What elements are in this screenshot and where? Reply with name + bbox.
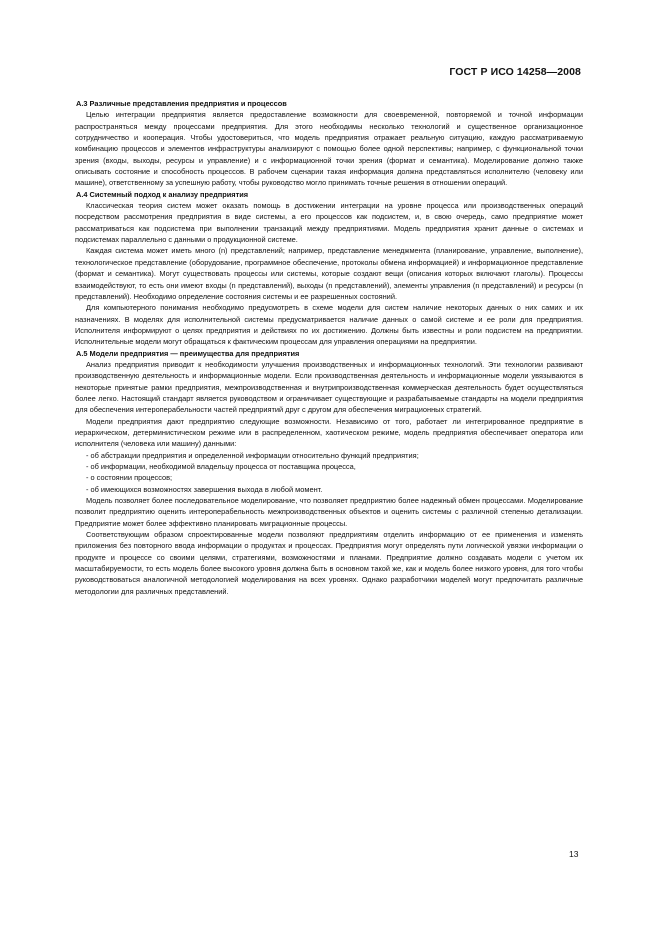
- paragraph: Модели предприятия дают предприятию следующие возможности. Независимо от того, работает ли интегрированное предприятие в иерархическом, детерминистическом режиме или в распределенном, хаотическом режиме, модель предприятия обеспечивает оператора или исполнителя (человека или машину) данными:: [75, 416, 583, 449]
- list-item: - об абстракции предприятия и определенной информации относительно функций предприятия;: [86, 450, 419, 460]
- paragraph: Анализ предприятия приводит к необходимости улучшения производственных и информационных технологий. Эти технологии развивают производственную деятельность и информационные модели. Если производственная деятельность и информационные модели увязываются в некоторые принятые рамки предприятия, межпроизводственная и внутрипроизводственная коммерческая деятельность будет осуществляться более легко. Настоящий стандарт является руководством и ограничивает существующие и разрабатываемые стандарты на модели предприятия для обеспечения интероперабельности частей предприятий друг с другом для обеспечения миграционных стратегий.: [75, 359, 583, 415]
- capabilities-list: [75, 450, 583, 495]
- section-heading-a3: А.3 Различные представления предприятия и процессов: [76, 99, 287, 108]
- document-code-header: ГОСТ Р ИСО 14258—2008: [449, 66, 581, 78]
- list-item: - об имеющихся возможностях завершения выхода в любой момент.: [86, 484, 323, 494]
- paragraph: Соответствующим образом спроектированные модели позволяют предприятиям отделить информацию от ее применения и изменять приложения без повторного ввода информации о продуктах и процессах. Предприятия могут определять пути логической увязки информации о продукте и процессе со своими целями, стратегиями, возможностями и планами. Предприятие должно создавать модели с учетом их масштабируемости, то есть модель более высокого уровня должна быть в основном такой же, как и модель более низкого уровня, для того чтобы руководствоваться аналогичной методологией моделирования на всех уровнях. Однако разработчики моделей могут предпочитать различные методологии для различных представлений.: [75, 530, 583, 596]
- paragraph: Для компьютерного понимания необходимо предусмотреть в схеме модели для систем наличие некоторых данных о них самих и их назначениях. В моделях для исполнительной системы предусматривается наличие данных о самой системе и ее роли для предприятия. Исполнителя информируют о целях предприятия и действиях по их достижению. Должны быть известны и роли подсистем на предприятии. Исполнительные модели могут обращаться к фактическим процессам для управления операциями на предприятии.: [75, 303, 583, 347]
- list-item: - о состоянии процессов;: [86, 473, 173, 483]
- section-heading-a5: А.5 Модели предприятия — преимущества для предприятия: [76, 348, 300, 358]
- paragraph: Классическая теория систем может оказать помощь в достижении интеграции на уровне процесса или производственных операций посредством рассмотрения предприятия в виде системы, а его процессов как подсистем, и, в свою очередь, само предприятие может рассматриваться как подсистема при выполнении транзакций между предприятиями. Модель предприятия хранит данные о системах и подсистемах параллельно с данными о продукционной системе.: [75, 201, 583, 245]
- paragraph: Модель позволяет более последовательное моделирование, что позволяет предприятию более надежный обмен процессами. Моделирование позволит предприятию оценить интероперабельность межпроизводственных объектов и оценить системы с различной степенью детализации. Предприятие может более эффективно планировать миграционные процессы.: [75, 496, 583, 528]
- section-heading-a4: А.4 Системный подход к анализу предприятия: [76, 189, 249, 199]
- page-number: 13: [569, 849, 579, 859]
- document-body: [75, 98, 583, 597]
- paragraph: Целью интеграции предприятия является предоставление возможности для своевременной, повторяемой и точной информации распространяться между процессами предприятия. Для этого необходимы несколько технологий и существенное организационное сотрудничество и кооперация. Чтобы удостовериться, что модель предприятия отражает реальную ситуацию, каждую рассматриваемую комбинацию процессов и элементов инфраструктуры анализируют с помощью более одной перспективы; например, с функциональной точки зрения (входы, выходы, ресурсы и управление) и с информационной точки зрения (формат и семантика). Моделирование должно также описывать состояние и способность процессов. В рабочем сценарии такая информация должна представляться исполнителю (человеку или машине), ответственному за успешную работу, чтобы руководство могло принимать точные решения в отношении операций.: [75, 110, 583, 188]
- paragraph: Каждая система может иметь много (n) представлений; например, представление менеджмента (планирование, управление, выполнение), технологическое представление (оборудование, программное обеспечение, протоколы обмена информацией) и информационное представление (формат и семантика). Могут существовать процессы или системы, которые создают вещи (описания которых включают глаголы). Процессы взаимодействуют, то есть они имеют входы (n представлений), выходы (n представлений), элементы управления (n представлений) и ресурсы (n представлений). Необходимо определение состояния системы и ее разрешенных состояний.: [75, 246, 583, 301]
- list-item: - об информации, необходимой владельцу процесса от поставщика процесса,: [86, 462, 356, 471]
